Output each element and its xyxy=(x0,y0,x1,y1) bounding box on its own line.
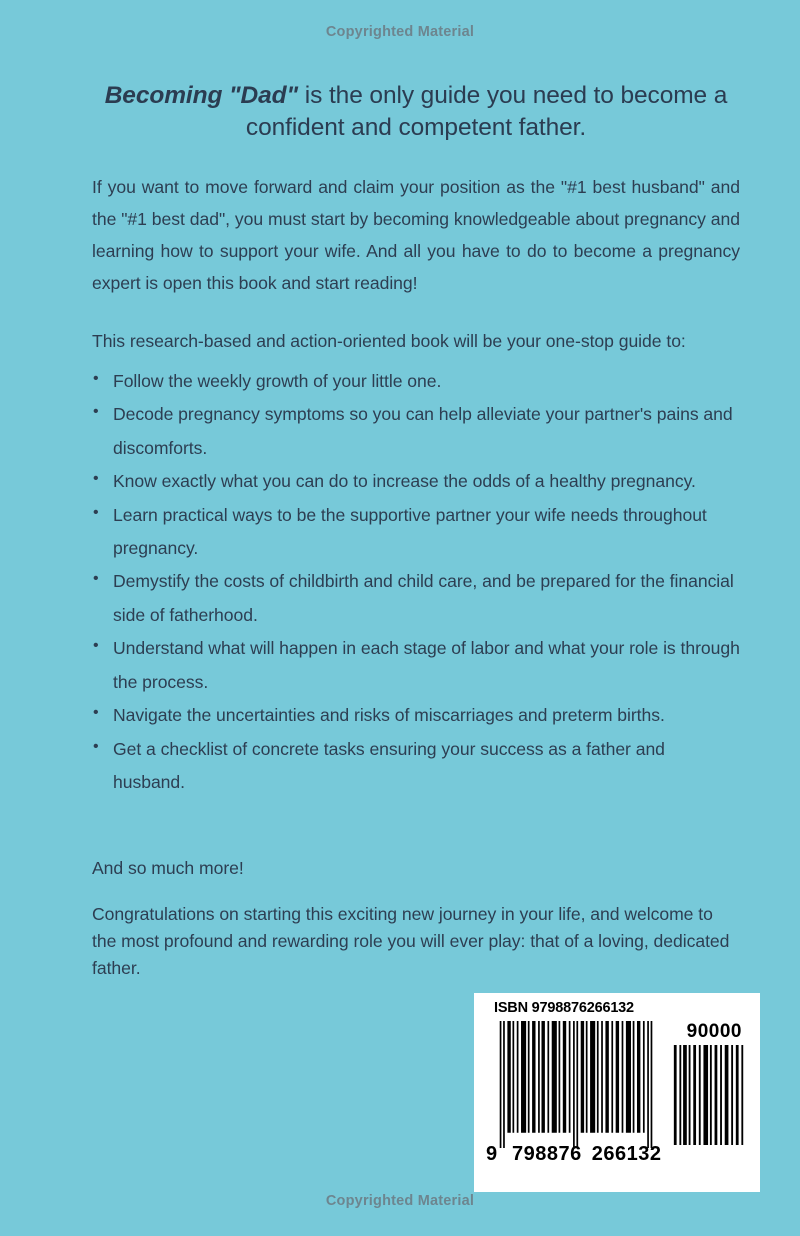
page-title xyxy=(92,80,740,145)
barcode-digit-lead: 9 xyxy=(486,1143,498,1165)
list-item: • Decode pregnancy symptoms so you can help alleviate your partner's pains and discomforts. xyxy=(92,398,740,465)
copyrighted-material-watermark-bottom: Copyrighted Material xyxy=(325,1193,475,1209)
intro-paragraph: If you want to move forward and claim your position as the "#1 best husband" and the "#1 best dad", you must start by becoming knowledgeable about pregnancy and learning how to support your wife. And all you have to do to become a pregnancy expert is open this book and start reading! xyxy=(92,176,740,293)
ean13-barcode-bars xyxy=(498,1021,660,1148)
isbn-barcode-block xyxy=(474,993,760,1192)
barcode-addon-bars xyxy=(672,1045,746,1145)
barcode-addon-label: 90000 xyxy=(686,1021,742,1042)
layout-spacer xyxy=(92,883,740,901)
barcode-human-readable-digits xyxy=(486,1143,672,1166)
cover-content xyxy=(92,80,740,982)
headline-rest-segment: is the only guide you need to become a confident and competent father. xyxy=(245,82,728,142)
and-so-much-more-text: And so much more! xyxy=(92,858,244,879)
layout-spacer xyxy=(92,799,740,855)
feature-list xyxy=(92,365,740,799)
list-item: • Learn practical ways to be the supportive partner your wife needs throughout pregnancy. xyxy=(92,499,740,566)
barcode-digit-group-1: 798876 xyxy=(512,1143,582,1165)
list-lead-in-text: This research-based and action-oriented book will be your one-stop guide to: xyxy=(92,330,686,351)
isbn-label: ISBN 9798876266132 xyxy=(494,1000,634,1016)
headline-italic-segment: Becoming "Dad" xyxy=(104,82,299,109)
list-item: • Demystify the costs of childbirth and child care, and be prepared for the financial side of fatherhood. xyxy=(92,565,740,632)
list-item: • Navigate the uncertainties and risks of miscarriages and preterm births. xyxy=(92,699,740,732)
barcode-digit-group-2: 266132 xyxy=(591,1143,662,1165)
closing-paragraph: Congratulations on starting this exciting new journey in your life, and welcome to the most profound and rewarding role you will ever play: that of a loving, dedicated father. xyxy=(92,903,730,979)
list-item: • Follow the weekly growth of your little one. xyxy=(92,365,740,398)
list-item: • Know exactly what you can do to increase the odds of a healthy pregnancy. xyxy=(92,465,740,498)
list-item: • Get a checklist of concrete tasks ensuring your success as a father and husband. xyxy=(92,733,740,800)
copyrighted-material-watermark-top: Copyrighted Material xyxy=(325,24,475,40)
list-item: • Understand what will happen in each stage of labor and what your role is through the process. xyxy=(92,632,740,699)
